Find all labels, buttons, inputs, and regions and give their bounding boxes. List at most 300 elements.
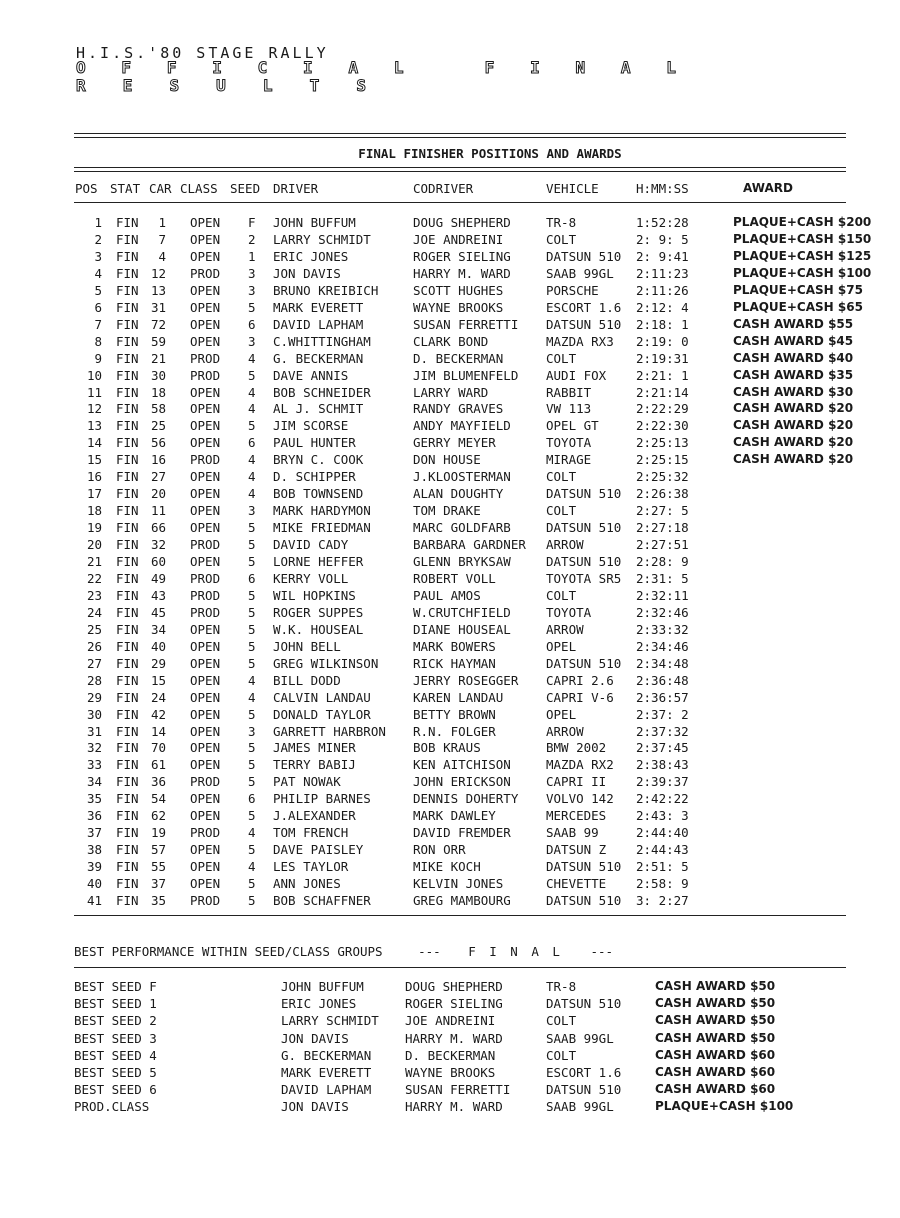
car-cell: 61	[150, 757, 166, 773]
driver-cell: ERIC JONES	[273, 248, 349, 264]
car-cell: 58	[150, 401, 166, 417]
best-award-cell: CASH AWARD $60	[655, 1065, 776, 1079]
best-driver-cell: JOHN BUFFUM	[281, 979, 364, 994]
driver-cell: DAVE ANNIS	[273, 367, 349, 383]
award-cell: CASH AWARD $20	[733, 435, 854, 450]
seed-cell: 4	[248, 401, 256, 417]
time-cell: 2:11:23	[636, 265, 689, 281]
award-cell: CASH AWARD $20	[733, 401, 854, 416]
table-row	[0, 401, 900, 418]
banner-letter: I	[530, 58, 540, 77]
seed-cell: 5	[248, 587, 256, 603]
class-cell: OPEN	[190, 621, 221, 637]
car-cell: 20	[150, 486, 166, 502]
car-cell: 66	[150, 520, 166, 536]
award-cell: CASH AWARD $20	[733, 418, 854, 433]
car-cell: 37	[150, 876, 166, 892]
seed-cell: 5	[248, 604, 256, 620]
codriver-cell: ROBERT VOLL	[413, 570, 496, 586]
pos-cell: 16	[86, 469, 102, 485]
best-row	[0, 1031, 900, 1048]
car-cell: 24	[150, 689, 166, 705]
car-cell: 31	[150, 299, 166, 315]
codriver-cell: JERRY ROSEGGER	[413, 672, 519, 688]
vehicle-cell: MAZDA RX2	[546, 757, 614, 773]
driver-cell: BRUNO KREIBICH	[273, 282, 379, 298]
best-award-cell: PLAQUE+CASH $100	[655, 1099, 794, 1114]
seed-cell: 5	[248, 842, 256, 858]
pos-cell: 26	[86, 638, 102, 654]
table-row	[0, 639, 900, 656]
seed-cell: 3	[248, 503, 256, 519]
best-award-cell: CASH AWARD $50	[655, 1013, 776, 1028]
award-cell: CASH AWARD $30	[733, 384, 854, 399]
seed-cell: 4	[248, 672, 256, 688]
header-award: AWARD	[743, 181, 793, 195]
codriver-cell: KELVIN JONES	[413, 876, 504, 892]
pos-cell: 23	[86, 587, 102, 603]
time-cell: 2:27:51	[636, 537, 689, 553]
table-row	[0, 791, 900, 808]
car-cell: 57	[150, 842, 166, 858]
award-cell: PLAQUE+CASH $75	[733, 282, 863, 297]
class-cell: OPEN	[190, 215, 221, 230]
banner-letter: I	[303, 58, 313, 77]
banner-letter: R	[76, 76, 86, 95]
codriver-cell: J.KLOOSTERMAN	[413, 469, 511, 485]
table-row	[0, 588, 900, 605]
stat-cell: FIN	[116, 350, 139, 366]
codriver-cell: ALAN DOUGHTY	[413, 486, 504, 502]
stat-cell: FIN	[116, 486, 139, 502]
best-label-cell: BEST SEED F	[74, 979, 157, 994]
class-cell: OPEN	[190, 401, 221, 417]
seed-cell: 5	[248, 757, 256, 773]
seed-cell: 4	[248, 469, 256, 485]
vehicle-cell: COLT	[546, 469, 577, 485]
vehicle-cell: AUDI FOX	[546, 367, 607, 383]
stat-cell: FIN	[116, 570, 139, 586]
vehicle-cell: COLT	[546, 503, 577, 519]
seed-cell: 3	[248, 265, 256, 281]
codriver-cell: DAVID FREMDER	[413, 825, 511, 841]
table-row	[0, 893, 900, 910]
vehicle-cell: CHEVETTE	[546, 876, 607, 892]
banner-letter: O	[76, 58, 86, 77]
seed-cell: F	[248, 215, 256, 230]
class-cell: PROD	[190, 604, 221, 620]
pos-cell: 40	[86, 876, 102, 892]
best-driver-cell: LARRY SCHMIDT	[281, 1013, 379, 1029]
award-cell: CASH AWARD $40	[733, 350, 854, 365]
class-cell: OPEN	[190, 554, 221, 569]
seed-cell: 5	[248, 706, 256, 722]
time-cell: 2:19: 0	[636, 333, 689, 349]
seed-cell: 5	[248, 740, 256, 756]
time-cell: 2:37:45	[636, 740, 689, 756]
class-cell: OPEN	[190, 689, 221, 705]
driver-cell: BOB TOWNSEND	[273, 486, 364, 502]
class-cell: OPEN	[190, 723, 221, 739]
seed-cell: 4	[248, 486, 256, 502]
header-car: CAR	[149, 181, 172, 196]
table-row	[0, 418, 900, 435]
header-seed: SEED	[230, 181, 261, 196]
best-codriver-cell: DOUG SHEPHERD	[405, 979, 503, 994]
banner-letter: I	[212, 58, 222, 77]
pos-cell: 12	[86, 401, 102, 417]
best-row	[0, 1013, 900, 1030]
codriver-cell: W.CRUTCHFIELD	[413, 604, 511, 620]
driver-cell: JON DAVIS	[273, 265, 341, 281]
table-row	[0, 385, 900, 402]
vehicle-cell: BMW 2002	[546, 740, 607, 756]
dashes-left: ---	[418, 944, 441, 959]
table-row	[0, 452, 900, 469]
car-cell: 54	[150, 791, 166, 807]
codriver-cell: GERRY MEYER	[413, 435, 496, 451]
best-codriver-cell: HARRY M. WARD	[405, 1099, 503, 1115]
stat-cell: FIN	[116, 367, 139, 383]
time-cell: 2:25:32	[636, 469, 689, 485]
banner-letter: N	[575, 58, 586, 77]
table-row	[0, 435, 900, 452]
award-cell: CASH AWARD $45	[733, 333, 854, 348]
award-cell: CASH AWARD $35	[733, 367, 854, 382]
codriver-cell: R.N. FOLGER	[413, 723, 496, 739]
banner-letter: L	[262, 76, 273, 95]
pos-cell: 19	[86, 520, 102, 536]
table-row	[0, 571, 900, 588]
pos-cell: 7	[94, 316, 102, 332]
time-cell: 2:43: 3	[636, 808, 689, 824]
best-driver-cell: JON DAVIS	[281, 1030, 349, 1046]
best-row	[0, 996, 900, 1013]
codriver-cell: TOM DRAKE	[413, 503, 481, 519]
driver-cell: J.ALEXANDER	[273, 808, 356, 824]
stat-cell: FIN	[116, 316, 139, 332]
best-award-cell: CASH AWARD $60	[655, 1047, 776, 1062]
seed-cell: 5	[248, 621, 256, 637]
vehicle-cell: VOLVO 142	[546, 791, 614, 807]
table-row	[0, 842, 900, 859]
table-row	[0, 774, 900, 791]
codriver-cell: MIKE KOCH	[413, 859, 481, 875]
best-driver-cell: MARK EVERETT	[281, 1065, 372, 1080]
driver-cell: BOB SCHNEIDER	[273, 384, 371, 400]
time-cell: 2:44:40	[636, 825, 689, 841]
best-vehicle-cell: ESCORT 1.6	[546, 1065, 622, 1080]
driver-cell: DONALD TAYLOR	[273, 706, 371, 722]
car-cell: 45	[150, 604, 166, 620]
banner-letter: U	[216, 76, 226, 95]
banner-letter: L	[393, 58, 404, 77]
stat-cell: FIN	[116, 604, 139, 620]
time-cell: 2:31: 5	[636, 570, 689, 586]
codriver-cell: HARRY M. WARD	[413, 265, 511, 281]
stat-cell: FIN	[116, 401, 139, 417]
best-label-cell: PROD.CLASS	[74, 1099, 150, 1115]
banner-letter: F	[121, 58, 132, 77]
best-vehicle-cell: DATSUN 510	[546, 1082, 622, 1098]
pos-cell: 10	[86, 367, 102, 383]
table-row	[0, 554, 900, 571]
pos-cell: 27	[86, 655, 102, 671]
codriver-cell: MARC GOLDFARB	[413, 520, 511, 536]
best-award-cell: CASH AWARD $60	[655, 1082, 776, 1097]
car-cell: 1	[158, 215, 166, 230]
codriver-cell: LARRY WARD	[413, 384, 489, 400]
class-cell: OPEN	[190, 842, 221, 858]
award-cell: PLAQUE+CASH $150	[733, 231, 872, 246]
vehicle-cell: DATSUN 510	[546, 554, 622, 569]
award-cell: PLAQUE+CASH $200	[733, 215, 872, 229]
final-word: F I N A L	[468, 944, 563, 959]
class-cell: OPEN	[190, 706, 221, 722]
class-cell: OPEN	[190, 859, 221, 875]
driver-cell: KERRY VOLL	[273, 570, 349, 586]
codriver-cell: DOUG SHEPHERD	[413, 215, 511, 230]
seed-cell: 5	[248, 774, 256, 790]
vehicle-cell: TR-8	[546, 215, 577, 230]
vehicle-cell: RABBIT	[546, 384, 592, 400]
time-cell: 2:22:29	[636, 401, 689, 417]
table-row	[0, 707, 900, 724]
class-cell: PROD	[190, 265, 221, 281]
class-cell: PROD	[190, 774, 221, 790]
table-row	[0, 740, 900, 757]
stat-cell: FIN	[116, 638, 139, 654]
class-cell: PROD	[190, 350, 221, 366]
seed-cell: 5	[248, 418, 256, 434]
vehicle-cell: SAAB 99	[546, 825, 599, 841]
table-row	[0, 266, 900, 283]
codriver-cell: JOE ANDREINI	[413, 231, 504, 247]
driver-cell: BOB SCHAFFNER	[273, 893, 371, 908]
car-cell: 29	[150, 655, 166, 671]
pos-cell: 32	[86, 740, 102, 756]
seed-cell: 5	[248, 537, 256, 553]
time-cell: 2:19:31	[636, 350, 689, 366]
best-award-cell: CASH AWARD $50	[655, 996, 776, 1011]
table-row	[0, 673, 900, 690]
car-cell: 27	[150, 469, 166, 485]
seed-cell: 3	[248, 282, 256, 298]
class-cell: OPEN	[190, 435, 221, 451]
stat-cell: FIN	[116, 282, 139, 298]
time-cell: 2:32:46	[636, 604, 689, 620]
pos-cell: 29	[86, 689, 102, 705]
codriver-cell: JOHN ERICKSON	[413, 774, 511, 790]
seed-cell: 5	[248, 808, 256, 824]
award-cell: CASH AWARD $20	[733, 452, 854, 467]
seed-cell: 5	[248, 876, 256, 892]
pos-cell: 13	[86, 418, 102, 434]
banner-letter: A	[348, 58, 359, 77]
time-cell: 2:26:38	[636, 486, 689, 502]
best-vehicle-cell: DATSUN 510	[546, 996, 622, 1012]
time-cell: 2:25:15	[636, 452, 689, 468]
pos-cell: 17	[86, 486, 102, 502]
award-cell: PLAQUE+CASH $125	[733, 248, 872, 263]
vehicle-cell: SAAB 99GL	[546, 265, 614, 281]
vehicle-cell: ESCORT 1.6	[546, 299, 622, 315]
vehicle-cell: DATSUN 510	[546, 655, 622, 671]
class-cell: OPEN	[190, 282, 221, 298]
driver-cell: TOM FRENCH	[273, 825, 349, 841]
best-codriver-cell: HARRY M. WARD	[405, 1030, 503, 1046]
time-cell: 2:51: 5	[636, 859, 689, 875]
best-performance-heading	[74, 944, 613, 959]
class-cell: OPEN	[190, 418, 221, 434]
results-banner	[76, 78, 366, 94]
banner-letter	[439, 60, 449, 76]
table-row	[0, 520, 900, 537]
codriver-cell: DENNIS DOHERTY	[413, 791, 519, 807]
event-title: H.I.S.'80 STAGE RALLY	[76, 44, 329, 62]
vehicle-cell: ARROW	[546, 537, 584, 553]
codriver-cell: MARK DAWLEY	[413, 808, 496, 824]
driver-cell: MARK HARDYMON	[273, 503, 371, 519]
header-time: H:MM:SS	[636, 181, 689, 196]
time-cell: 2:18: 1	[636, 316, 689, 332]
stat-cell: FIN	[116, 418, 139, 434]
seed-cell: 6	[248, 316, 256, 332]
banner-letter: T	[309, 76, 320, 95]
seed-cell: 4	[248, 384, 256, 400]
codriver-cell: SUSAN FERRETTI	[413, 316, 519, 332]
codriver-cell: ROGER SIELING	[413, 248, 511, 264]
seed-cell: 4	[248, 452, 256, 468]
car-cell: 4	[158, 248, 166, 264]
time-cell: 2:28: 9	[636, 554, 689, 569]
best-row	[0, 979, 900, 996]
table-row	[0, 825, 900, 842]
vehicle-cell: COLT	[546, 587, 577, 603]
stat-cell: FIN	[116, 452, 139, 468]
codriver-cell: BARBARA GARDNER	[413, 537, 526, 553]
table-row	[0, 859, 900, 876]
time-cell: 2:22:30	[636, 418, 689, 434]
stat-cell: FIN	[116, 859, 139, 875]
seed-cell: 1	[248, 248, 256, 264]
codriver-cell: D. BECKERMAN	[413, 350, 504, 366]
driver-cell: AL J. SCHMIT	[273, 401, 364, 417]
vehicle-cell: TOYOTA	[546, 435, 592, 451]
class-cell: PROD	[190, 587, 221, 603]
award-cell: CASH AWARD $55	[733, 316, 854, 331]
class-cell: OPEN	[190, 333, 221, 349]
pos-cell: 4	[94, 265, 102, 281]
best-label-cell: BEST SEED 2	[74, 1013, 157, 1029]
vehicle-cell: DATSUN 510	[546, 893, 622, 908]
vehicle-cell: MAZDA RX3	[546, 333, 614, 349]
driver-cell: MARK EVERETT	[273, 299, 364, 315]
stat-cell: FIN	[116, 215, 139, 230]
class-cell: OPEN	[190, 791, 221, 807]
car-cell: 49	[150, 570, 166, 586]
pos-cell: 31	[86, 723, 102, 739]
banner-letter: E	[122, 76, 133, 95]
driver-cell: CALVIN LANDAU	[273, 689, 371, 705]
stat-cell: FIN	[116, 537, 139, 553]
pos-cell: 2	[94, 231, 102, 247]
codriver-cell: KEN AITCHISON	[413, 757, 511, 773]
codriver-cell: RON ORR	[413, 842, 466, 858]
header-vehicle: VEHICLE	[546, 181, 599, 196]
driver-cell: C.WHITTINGHAM	[273, 333, 371, 349]
class-cell: OPEN	[190, 520, 221, 536]
class-cell: OPEN	[190, 299, 221, 315]
table-row	[0, 622, 900, 639]
class-cell: OPEN	[190, 316, 221, 332]
best-codriver-cell: D. BECKERMAN	[405, 1047, 496, 1063]
class-cell: OPEN	[190, 469, 221, 485]
driver-cell: D. SCHIPPER	[273, 469, 356, 485]
time-cell: 2:33:32	[636, 621, 689, 637]
pos-cell: 15	[86, 452, 102, 468]
class-cell: OPEN	[190, 486, 221, 502]
stat-cell: FIN	[116, 655, 139, 671]
vehicle-cell: COLT	[546, 350, 577, 366]
codriver-cell: KAREN LANDAU	[413, 689, 504, 705]
banner-letter: C	[257, 58, 268, 77]
driver-cell: WIL HOPKINS	[273, 587, 356, 603]
class-cell: OPEN	[190, 876, 221, 892]
stat-cell: FIN	[116, 757, 139, 773]
driver-cell: PAT NOWAK	[273, 774, 341, 790]
best-row	[0, 1048, 900, 1065]
pos-cell: 20	[86, 537, 102, 553]
seed-cell: 5	[248, 638, 256, 654]
stat-cell: FIN	[116, 706, 139, 722]
car-cell: 55	[150, 859, 166, 875]
driver-cell: ROGER SUPPES	[273, 604, 364, 620]
time-cell: 2:25:13	[636, 435, 689, 451]
driver-cell: JOHN BELL	[273, 638, 341, 654]
vehicle-cell: DATSUN 510	[546, 248, 622, 264]
banner-letter: L	[666, 58, 676, 77]
pos-cell: 33	[86, 757, 102, 773]
pos-cell: 18	[86, 503, 102, 519]
table-row	[0, 690, 900, 707]
heading-divider	[74, 167, 846, 168]
pos-cell: 37	[86, 825, 102, 841]
stat-cell: FIN	[116, 842, 139, 858]
header-divider	[74, 202, 846, 203]
table-row	[0, 503, 900, 520]
time-cell: 2:27:18	[636, 520, 689, 536]
car-cell: 15	[150, 672, 166, 688]
codriver-cell: BOB KRAUS	[413, 740, 481, 756]
codriver-cell: CLARK BOND	[413, 333, 489, 349]
stat-cell: FIN	[116, 503, 139, 519]
pos-cell: 30	[86, 706, 102, 722]
driver-cell: MIKE FRIEDMAN	[273, 520, 371, 536]
stat-cell: FIN	[116, 587, 139, 603]
seed-cell: 4	[248, 350, 256, 366]
car-cell: 18	[150, 384, 166, 400]
vehicle-cell: DATSUN 510	[546, 520, 622, 536]
table-bottom-divider	[74, 915, 846, 916]
header-class: CLASS	[180, 181, 218, 196]
car-cell: 40	[150, 638, 166, 654]
class-cell: OPEN	[190, 231, 221, 247]
best-row	[0, 1099, 900, 1116]
vehicle-cell: VW 113	[546, 401, 592, 417]
seed-cell: 5	[248, 655, 256, 671]
codriver-cell: ANDY MAYFIELD	[413, 418, 511, 434]
